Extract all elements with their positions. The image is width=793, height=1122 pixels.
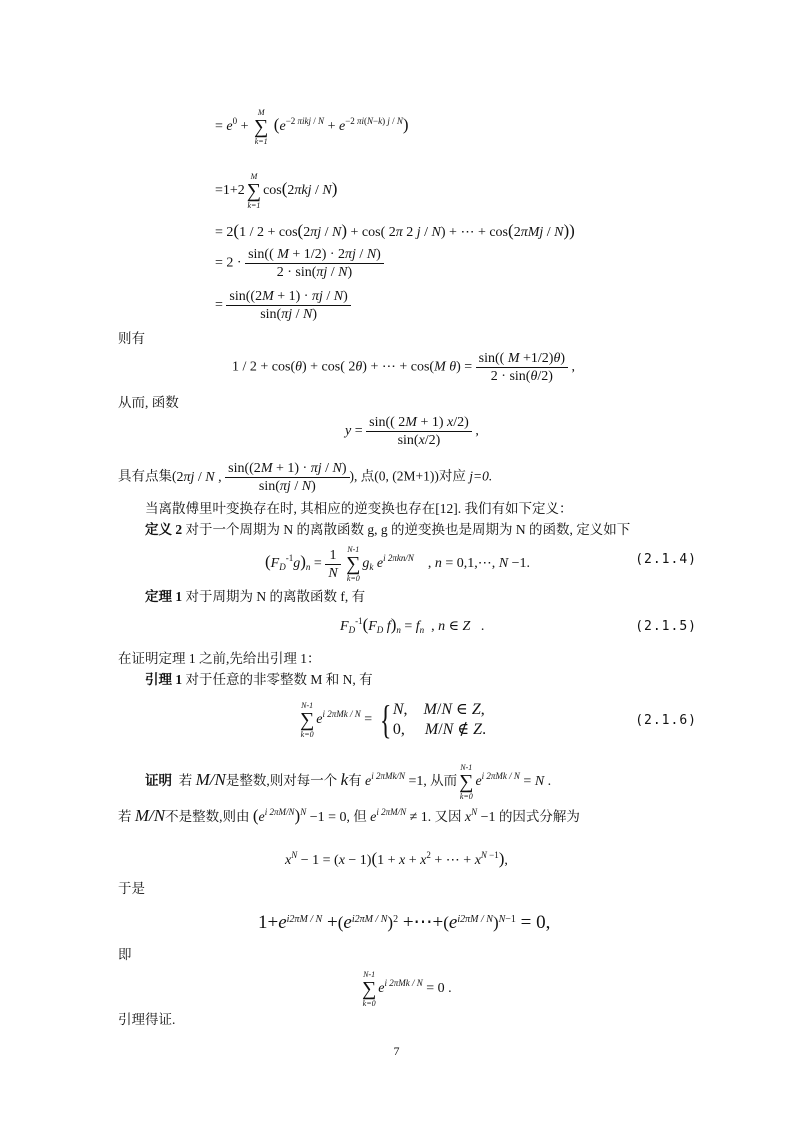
proof-line: 证明 若 M/N是整数,则对每一个 k有 $e^{i 2\pi Mk/N} =1$, 从而 N-1 ∑ k=0 $e^{i 2\pi Mk / N} = N$ . [145, 763, 552, 801]
page-number: 7 [393, 1044, 400, 1058]
function-y-definition: y = $\frac{\sin(( 2M + 1) x/2)}{\sin(x/2)}$ , [345, 415, 479, 448]
before-proof: 在证明定理 1 之前,先给出引理 1： [118, 651, 321, 666]
definition-2: 定义 2 对于一个周期为 N 的离散函数 g, g 的逆变换也是周期为 N 的函数, 定义如下 [145, 522, 631, 537]
lemma-label: 引理 1 [145, 672, 183, 687]
cosine-sum-identity: 1 / 2 + cos(θ) + cos( 2θ) + ⋯ + cos(M θ) = $\frac{\sin(( M +1/2)\theta)}{2 \cdot \sin(\theta/2)}$ , [232, 351, 576, 384]
text-ie: 即 [118, 947, 132, 962]
definition-label: 定义 2 [145, 522, 183, 537]
derivation-line-3: = 2(1 / 2 + cos(2πj / N) + cos( 2π 2 j / N) + ⋯ + cos(2πMj / N)) [215, 221, 575, 240]
equation-number-2-1-5: (2.1.5) [635, 619, 697, 634]
not-integer-line: 若 M/N不是整数,则由 $(e^{i 2\pi M/N})^N -1 = 0$, 但 $e^{i 2\pi M/N} \ne 1$. 又因 $x^N -1$ 的因式分解为 [118, 806, 580, 825]
inverse-intro: 当离散傅里叶变换存在时, 其相应的逆变换也存在[12]. 我们有如下定义： [145, 501, 573, 516]
equation-number-2-1-4: (2.1.4) [635, 552, 697, 567]
derivation-line-5: = $\frac{\sin((2M + 1) \cdot \pi j / N)}{\sin(\pi j / N)}$ [215, 288, 351, 323]
lemma-formula: N-1 ∑ k=0 $e^{i 2\pi Mk / N}$ = { N, M/N ∈ Z, 0, M/N ∉ Z. [300, 697, 487, 742]
text-then-have: 则有 [118, 331, 145, 346]
derivation-line-1: = $e^0$ + M ∑ k=1 $(e^{-2 \pi ikj / N} + e^{-2 \pi i(N-k) j / N})$ [215, 108, 409, 146]
geometric-sum-formula: $1+e^{i2\pi M / N} +(e^{i2\pi M / N})^2$ $+\cdots+(e^{i2\pi M / N})^{N-1} = 0$, [258, 912, 551, 933]
lemma-conclusion-formula: N-1 ∑ k=0 $e^{i 2\pi Mk / N} = 0$ . [362, 970, 452, 1008]
theorem-formula: $F_D^{-1}(F_D$ $f)_n = f_n$ , n ∈ Z . [340, 615, 485, 635]
text-thus-function: 从而, 函数 [118, 395, 179, 410]
derivation-line-2: =1+2 M ∑ k=1 cos(2πkj / N) [215, 172, 338, 210]
theorem-label: 定理 1 [145, 589, 183, 604]
text-therefore: 于是 [118, 881, 145, 896]
theorem-1: 定理 1 对于周期为 N 的离散函数 f, 有 [145, 589, 366, 604]
equation-number-2-1-6: (2.1.6) [635, 713, 697, 728]
lemma-proved: 引理得证. [118, 1012, 176, 1027]
lemma-1: 引理 1 对于任意的非零整数 M 和 N, 有 [145, 672, 373, 687]
point-set-line: 具有点集(2πj / N , $\frac{\sin((2M + 1) \cdot \pi j / N)}{\sin(\pi j / N)}$ ), 点(0, (2M+1))对应 j=0. [118, 461, 493, 494]
derivation-line-4: = 2 · $\frac{\sin(( M + 1/2) \cdot 2\pi j / N)}{2 \cdot \sin(\pi j / N)}$ [215, 246, 384, 281]
inverse-dft-formula: $(F_D^{-1}g)_n$ = $\frac{1}{N}$ N-1 ∑ k=0 $g_k$ $e^{i 2\pi kn/N}$ , n = 0,1,⋯, N −1. [265, 545, 531, 583]
factorization-formula: $x^N - 1 = (x - 1)(1 + x + x^2$ + ⋯ + $x^{N -1}$), [285, 849, 508, 868]
proof-label: 证明 [145, 773, 172, 789]
